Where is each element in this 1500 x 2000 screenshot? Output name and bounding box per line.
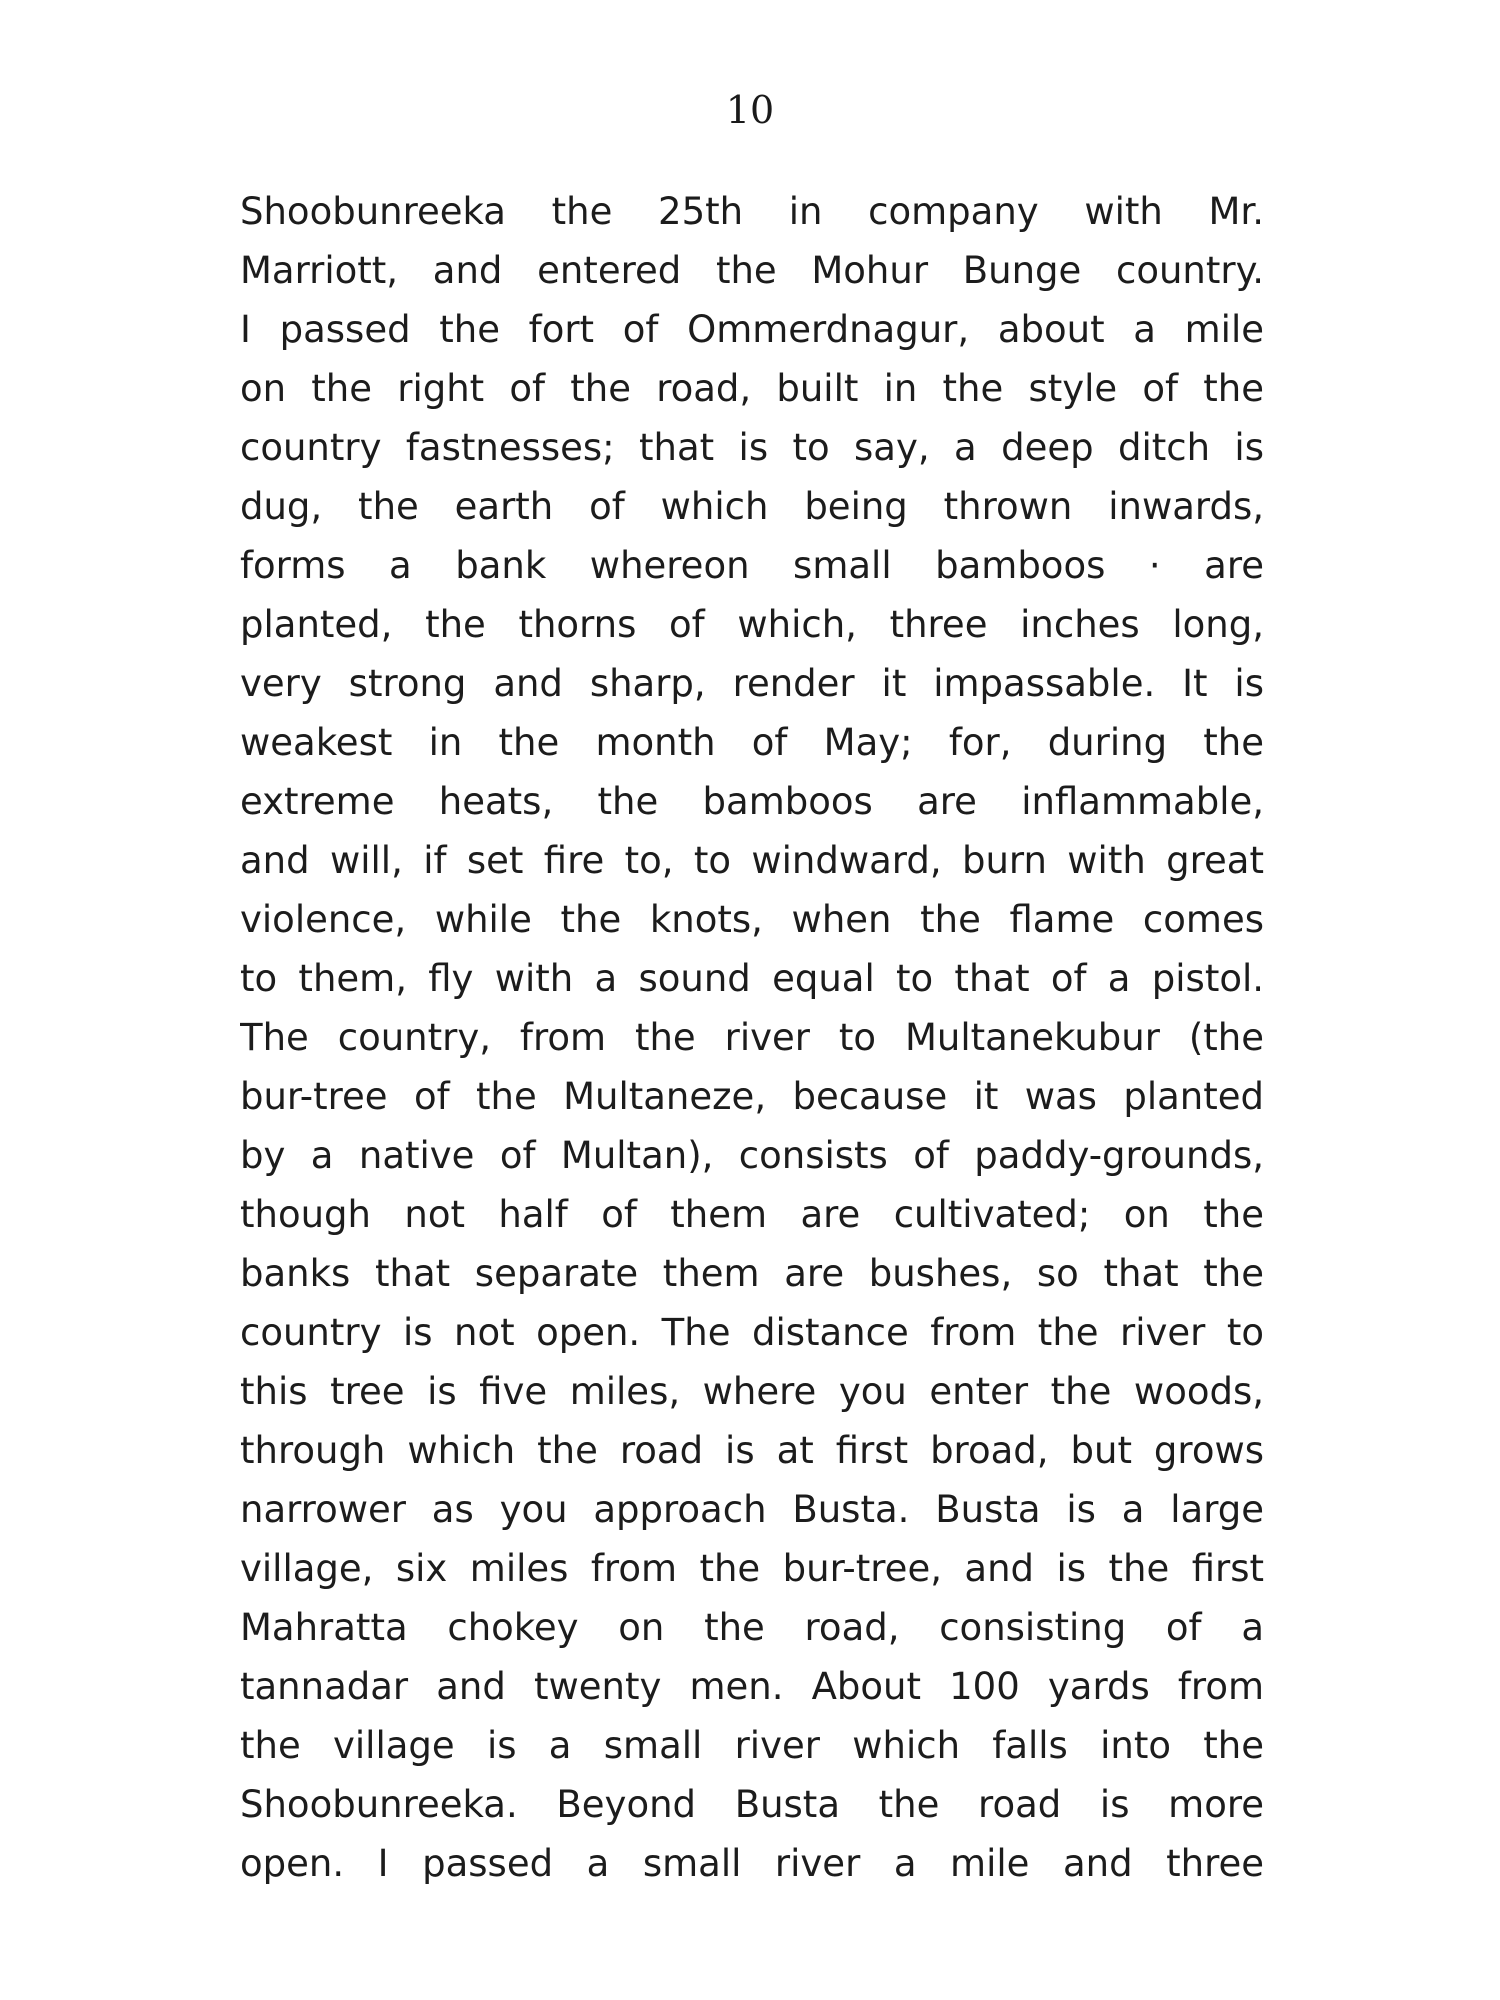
text-line: bur-tree of the Multaneze, because it was planted [240, 1075, 1264, 1118]
text-line: country fastnesses; that is to say, a deep ditch is [240, 426, 1264, 469]
text-line: banks that separate them are bushes, so that the [240, 1252, 1264, 1295]
text-line: to them, fly with a sound equal to that of a pistol. [240, 957, 1264, 1000]
text-line: Mahratta chokey on the road, consisting of a [240, 1606, 1264, 1649]
text-line: tannadar and twenty men. About 100 yards from [240, 1665, 1264, 1708]
text-line: open. I passed a small river a mile and three [240, 1842, 1264, 1885]
text-line: and will, if set fire to, to windward, burn with great [240, 839, 1264, 882]
text-line: The country, from the river to Multanekubur (the [240, 1016, 1264, 1059]
text-line: Shoobunreeka. Beyond Busta the road is more [240, 1783, 1264, 1826]
page-number: 10 [725, 88, 775, 132]
text-line: Shoobunreeka the 25th in company with Mr. [240, 190, 1264, 233]
text-line: though not half of them are cultivated; on the [240, 1193, 1264, 1236]
text-line: extreme heats, the bamboos are inflammable, [240, 780, 1264, 823]
text-line: planted, the thorns of which, three inches long, [240, 603, 1264, 646]
text-line: village, six miles from the bur-tree, and is the first [240, 1547, 1264, 1590]
text-line: forms a bank whereon small bamboos · are [240, 544, 1264, 587]
text-line: through which the road is at first broad, but grows [240, 1429, 1264, 1472]
text-line: dug, the earth of which being thrown inwards, [240, 485, 1264, 528]
text-line: narrower as you approach Busta. Busta is a large [240, 1488, 1264, 1531]
text-line: country is not open. The distance from the river to [240, 1311, 1264, 1354]
text-line: I passed the fort of Ommerdnagur, about a mile [240, 308, 1264, 351]
text-line: on the right of the road, built in the style of the [240, 367, 1264, 410]
text-line: this tree is five miles, where you enter the woods, [240, 1370, 1264, 1413]
text-line: violence, while the knots, when the flame comes [240, 898, 1264, 941]
text-line: the village is a small river which falls into the [240, 1724, 1264, 1767]
text-line: weakest in the month of May; for, during the [240, 721, 1264, 764]
body-text [240, 182, 1264, 1893]
text-line: by a native of Multan), consists of paddy-grounds, [240, 1134, 1264, 1177]
text-line: Marriott, and entered the Mohur Bunge country. [240, 249, 1264, 292]
text-line: very strong and sharp, render it impassable. It is [240, 662, 1264, 705]
